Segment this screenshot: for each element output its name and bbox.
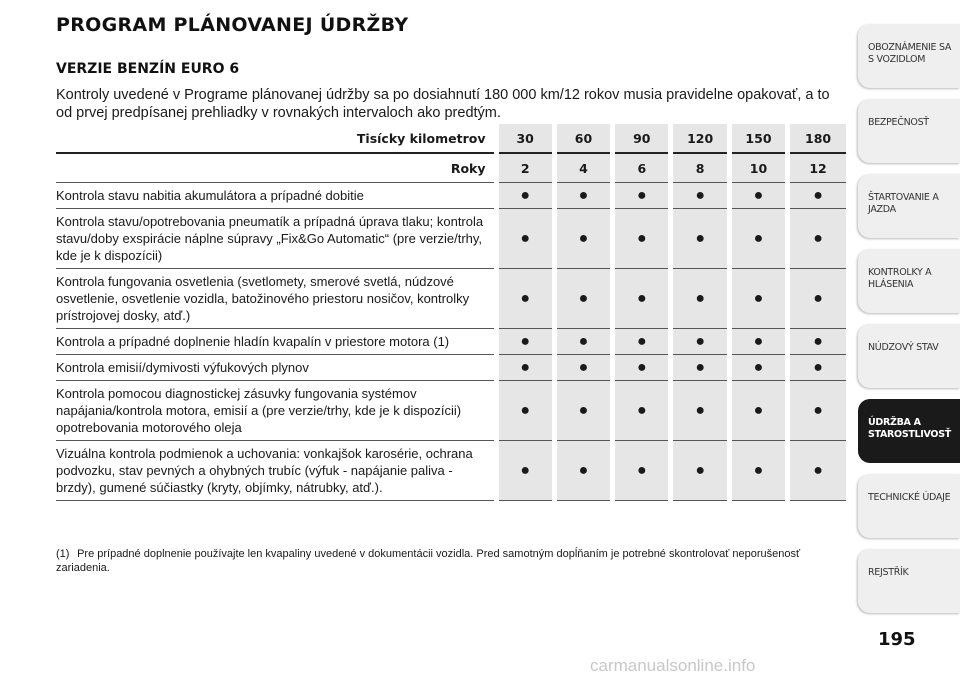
- km-value: 120: [671, 124, 729, 153]
- table-row: [56, 355, 846, 381]
- interval-mark: ●: [554, 209, 612, 269]
- interval-mark: ●: [788, 441, 846, 501]
- page-number: 195: [878, 629, 916, 650]
- km-value: 180: [788, 124, 846, 153]
- check-description: Kontrola stavu nabitia akumulátora a prípadné dobitie: [56, 183, 496, 209]
- table-row: [56, 441, 846, 501]
- chapter-tab[interactable]: REJSTŘÍK: [858, 549, 960, 613]
- interval-mark: ●: [613, 209, 671, 269]
- interval-mark: ●: [554, 329, 612, 355]
- table-row: [56, 269, 846, 329]
- interval-mark: ●: [671, 209, 729, 269]
- interval-mark: ●: [496, 381, 554, 441]
- years-value: 6: [613, 153, 671, 183]
- interval-mark: ●: [729, 355, 787, 381]
- check-description: Kontrola emisií/dymivosti výfukových plynov: [56, 355, 496, 381]
- interval-mark: ●: [496, 355, 554, 381]
- interval-mark: ●: [671, 355, 729, 381]
- intro-paragraph: Kontroly uvedené v Programe plánovanej údržby sa po dosiahnutí 180 000 km/12 rokov musia pravidelne opakovať, a to od prvej predpísanej prehliadky v rovnakých intervaloch ako predtým.: [56, 87, 830, 121]
- chapter-tab[interactable]: BEZPEČNOSŤ: [858, 99, 960, 163]
- interval-mark: ●: [496, 183, 554, 209]
- years-value: 4: [554, 153, 612, 183]
- interval-mark: ●: [496, 329, 554, 355]
- interval-mark: ●: [554, 441, 612, 501]
- interval-mark: ●: [788, 381, 846, 441]
- interval-mark: ●: [671, 183, 729, 209]
- chapter-tab[interactable]: ÚDRŽBA A STAROSTLIVOSŤ: [858, 399, 960, 463]
- chapter-tab[interactable]: ŠTARTOVANIE A JAZDA: [858, 174, 960, 238]
- km-header-row: [56, 124, 846, 153]
- table-row: [56, 329, 846, 355]
- interval-mark: ●: [496, 441, 554, 501]
- footnote-number: (1): [56, 548, 70, 560]
- interval-mark: ●: [554, 381, 612, 441]
- table-row: [56, 183, 846, 209]
- interval-mark: ●: [613, 355, 671, 381]
- interval-mark: ●: [554, 183, 612, 209]
- maintenance-schedule-table: [56, 124, 846, 501]
- chapter-tab[interactable]: KONTROLKY A HLÁSENIA: [858, 249, 960, 313]
- km-value: 90: [613, 124, 671, 153]
- interval-mark: ●: [496, 269, 554, 329]
- years-header-label: Roky: [450, 160, 486, 176]
- km-header-label: Tisícky kilometrov: [56, 124, 496, 153]
- interval-mark: ●: [554, 269, 612, 329]
- chapter-tab[interactable]: OBOZNÁMENIE SA S VOZIDLOM: [858, 24, 960, 88]
- footnote: [56, 547, 816, 575]
- chapter-tab[interactable]: NÚDZOVÝ STAV: [858, 324, 960, 388]
- table-row: [56, 209, 846, 269]
- km-value: 150: [729, 124, 787, 153]
- interval-mark: ●: [729, 441, 787, 501]
- interval-mark: ●: [788, 269, 846, 329]
- interval-mark: ●: [788, 209, 846, 269]
- interval-mark: ●: [613, 381, 671, 441]
- interval-mark: ●: [671, 381, 729, 441]
- interval-mark: ●: [671, 269, 729, 329]
- interval-mark: ●: [729, 183, 787, 209]
- interval-mark: ●: [671, 441, 729, 501]
- km-value: 30: [496, 124, 554, 153]
- interval-mark: ●: [613, 183, 671, 209]
- interval-mark: ●: [788, 355, 846, 381]
- interval-mark: ●: [788, 183, 846, 209]
- interval-mark: ●: [729, 269, 787, 329]
- interval-mark: ●: [613, 441, 671, 501]
- section-title: VERZIE BENZÍN EURO 6: [56, 61, 240, 77]
- years-value: 10: [729, 153, 787, 183]
- table-row: [56, 381, 846, 441]
- check-description: Kontrola stavu/opotrebovania pneumatík a prípadná úprava tlaku; kontrola stavu/doby exspirácie náplne súpravy „Fix&Go Automatic“ (pre verzie/trhy, kde je k dispozícii): [56, 209, 496, 269]
- interval-mark: ●: [729, 381, 787, 441]
- page-title: PROGRAM PLÁNOVANEJ ÚDRŽBY: [56, 14, 409, 36]
- km-value: 60: [554, 124, 612, 153]
- chapter-tabs: [858, 24, 960, 624]
- interval-mark: ●: [788, 329, 846, 355]
- check-description: Vizuálna kontrola podmienok a uchovania: vonkajšok karosérie, ochrana podvozku, stav pevných a ohybných trubíc (výfuk - napájanie paliva - brzdy), gumené súčiastky (kryty, objímky, nátrubky, atď.).: [56, 441, 496, 501]
- footnote-text: Pre prípadné doplnenie používajte len kvapaliny uvedené v dokumentácii vozidla. Pred samotným dopĺňaním je potrebné skontrolovať neporušenosť zariadenia.: [56, 548, 801, 574]
- interval-mark: ●: [729, 329, 787, 355]
- interval-mark: ●: [496, 209, 554, 269]
- years-value: 2: [496, 153, 554, 183]
- schedule-body: [56, 183, 846, 501]
- interval-mark: ●: [671, 329, 729, 355]
- check-description: Kontrola fungovania osvetlenia (svetlomety, smerové svetlá, núdzové osvetlenie, osvetlenie vozidla, batožinového priestoru nosičov, kontrolky prístrojovej dosky, atď.): [56, 269, 496, 329]
- years-value: 12: [788, 153, 846, 183]
- interval-mark: ●: [613, 269, 671, 329]
- years-header-row: [56, 153, 846, 183]
- years-value: 8: [671, 153, 729, 183]
- chapter-tab[interactable]: TECHNICKÉ ÚDAJE: [858, 474, 960, 538]
- check-description: Kontrola a prípadné doplnenie hladín kvapalín v priestore motora (1): [56, 329, 496, 355]
- watermark-text: carmanualsonline.info: [590, 656, 756, 675]
- check-description: Kontrola pomocou diagnostickej zásuvky fungovania systémov napájania/kontrola motora, emisií a (pre verzie/trhy, kde je k dispozícii) opotrebovania motorového oleja: [56, 381, 496, 441]
- interval-mark: ●: [613, 329, 671, 355]
- interval-mark: ●: [729, 209, 787, 269]
- interval-mark: ●: [554, 355, 612, 381]
